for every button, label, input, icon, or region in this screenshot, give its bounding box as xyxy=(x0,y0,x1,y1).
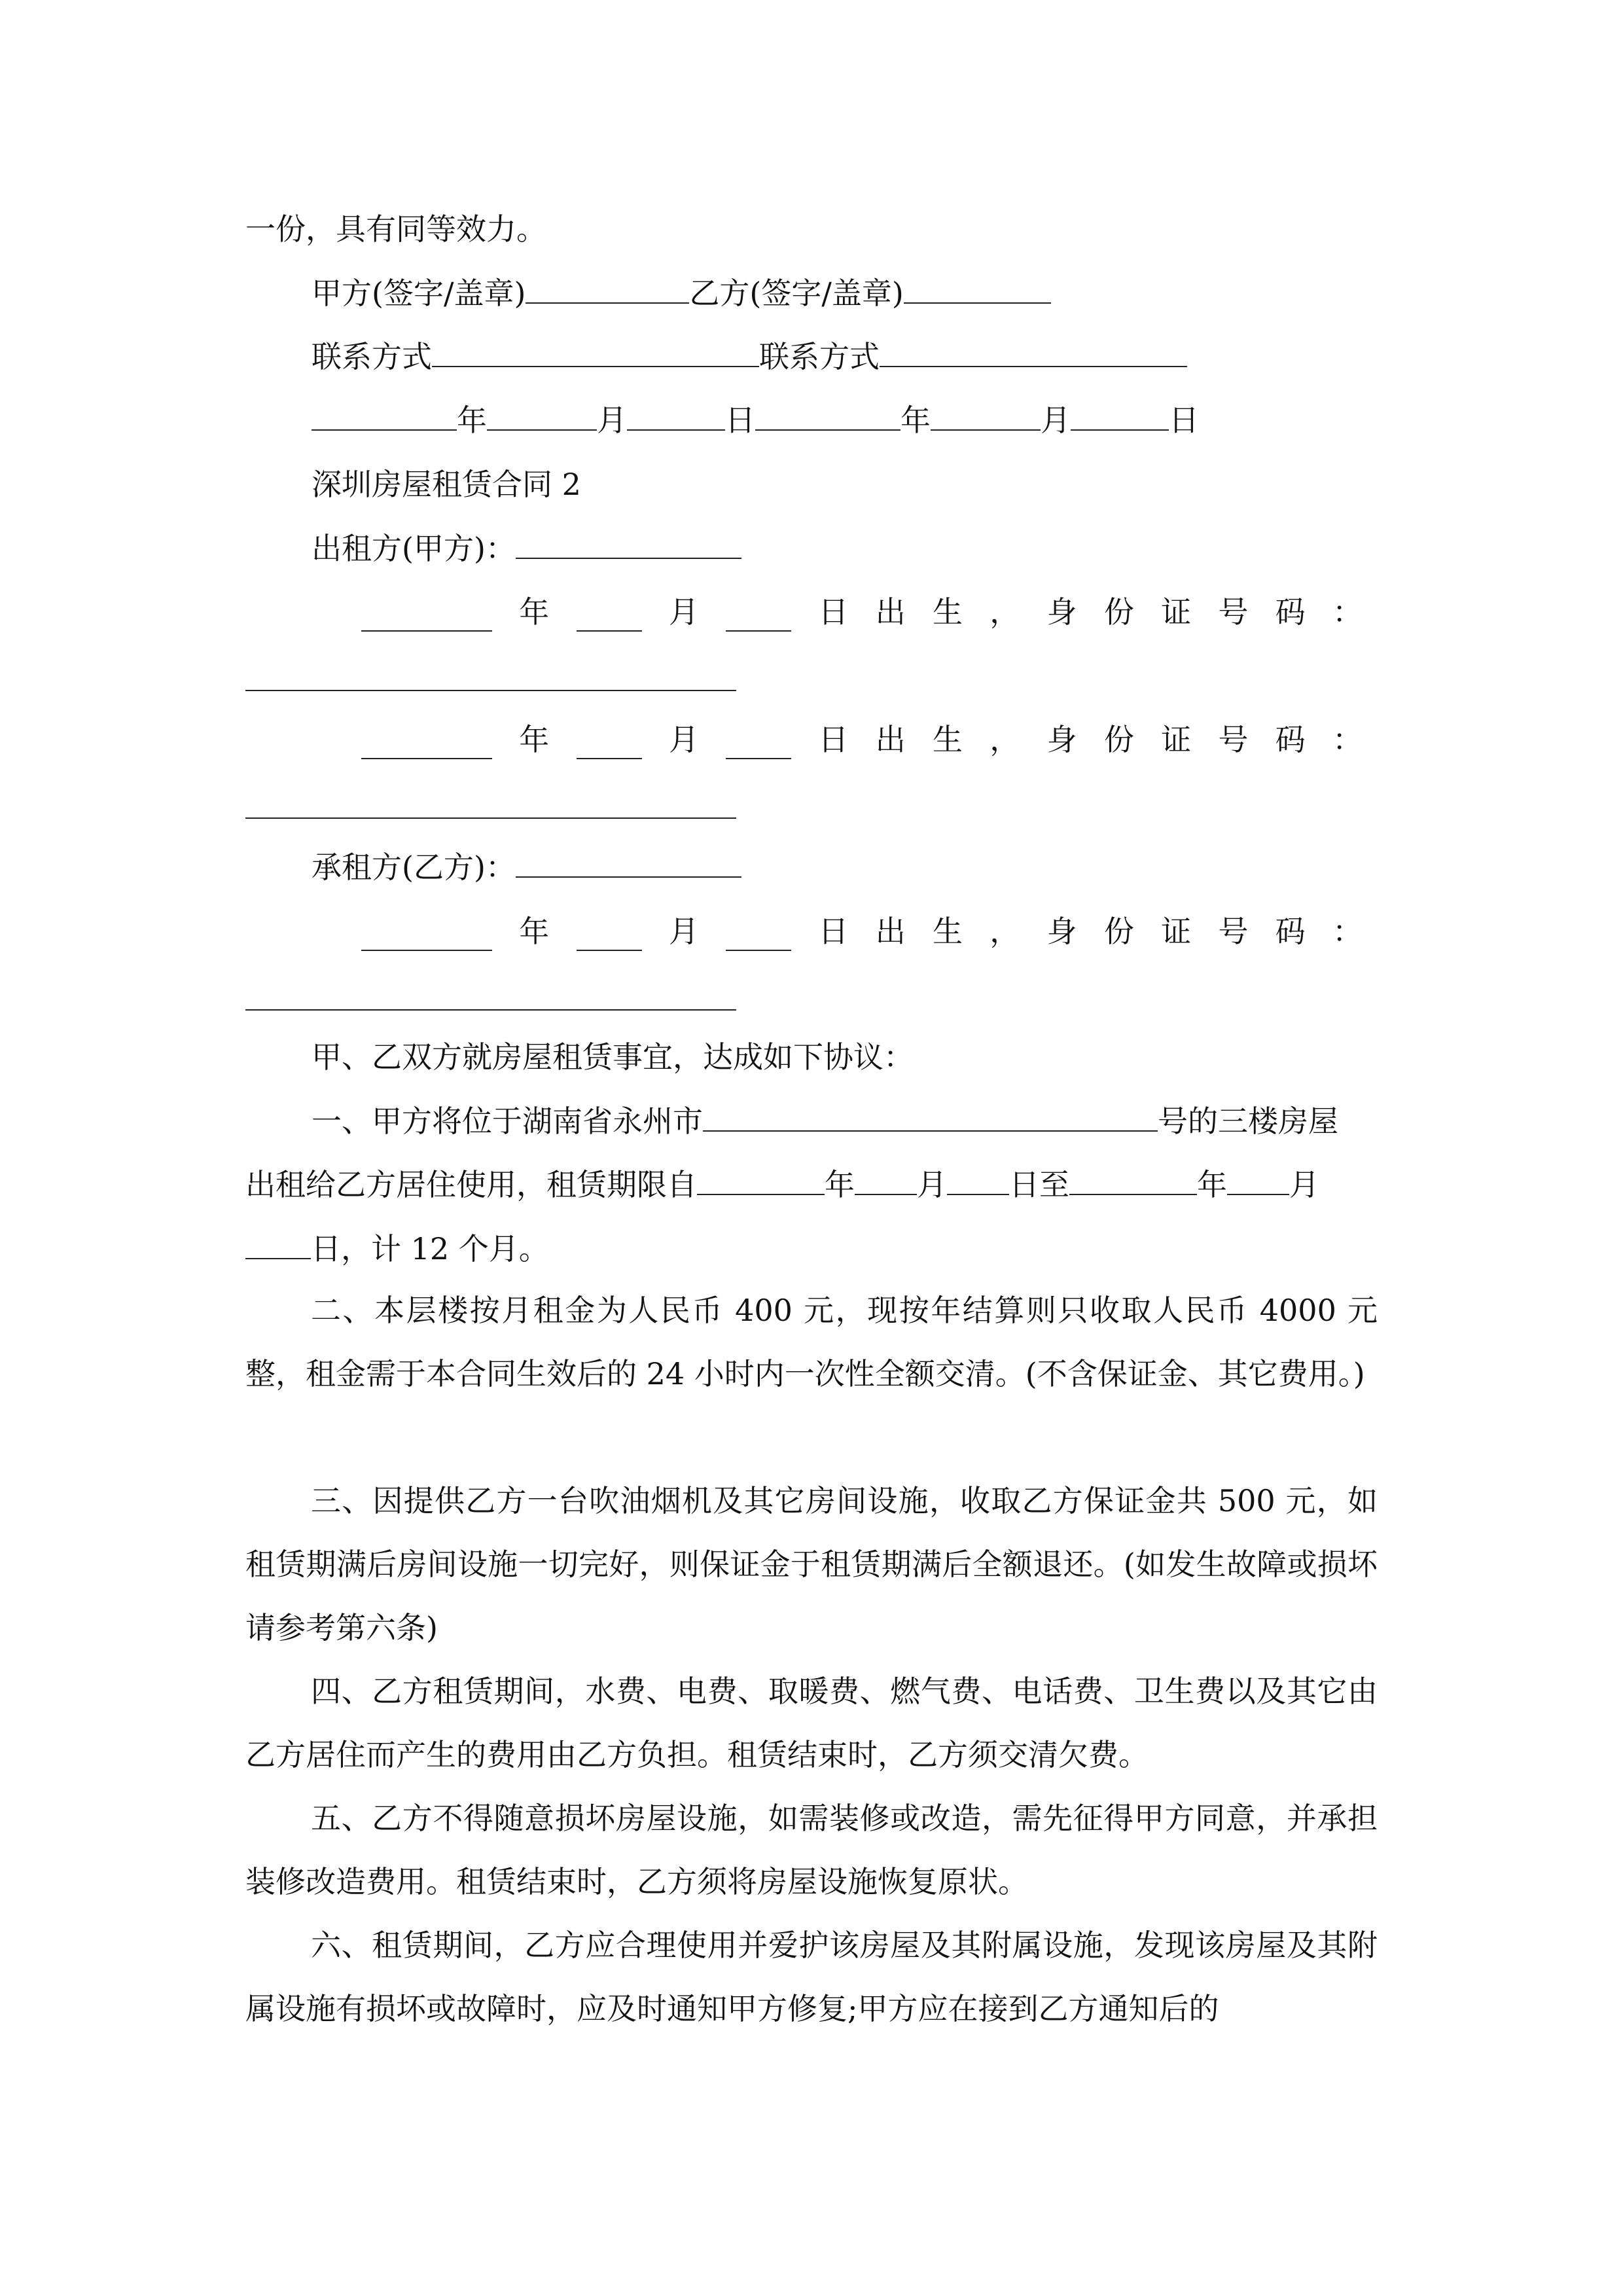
birth-char: 日 xyxy=(818,594,849,630)
birth-year-blank xyxy=(361,729,492,759)
birth-char: 年 xyxy=(519,914,550,949)
birth-char: 身 xyxy=(1046,914,1077,949)
birth-day-blank xyxy=(726,601,791,632)
clause-1-text-d: 日，计 12 个月。 xyxy=(311,1231,549,1266)
birth-char: ， xyxy=(990,914,1020,949)
birth-char: 证 xyxy=(1161,914,1192,949)
birth-char: 日 xyxy=(818,722,849,757)
birth-char: 码 xyxy=(1275,594,1306,630)
clause-1-year-2: 年 xyxy=(1197,1167,1227,1202)
birth-char: 身 xyxy=(1046,722,1077,757)
clause-1-text-b: 号的三楼房屋 xyxy=(1158,1103,1338,1139)
lessee-label: 承租方(乙方)： xyxy=(312,850,516,885)
birth-char: 生 xyxy=(932,722,963,757)
date-b-month-blank xyxy=(931,401,1041,431)
contract-title-2: 深圳房屋租赁合同 2 xyxy=(312,467,581,502)
birth-id-line-3 xyxy=(361,912,1363,951)
birth-id-line-2 xyxy=(361,720,1363,759)
lessee-line xyxy=(312,848,741,887)
birth-char: ： xyxy=(1332,722,1363,757)
clause-1-month-2: 月 xyxy=(1289,1167,1319,1202)
birth-char: 号 xyxy=(1218,594,1249,630)
birth-char: 生 xyxy=(932,594,963,630)
birth-year-blank xyxy=(361,601,492,632)
contact-b-label: 联系方式 xyxy=(759,339,880,374)
party-b-sign-blank xyxy=(904,274,1051,304)
birth-char: 号 xyxy=(1218,914,1249,949)
date-a-day-blank xyxy=(627,401,725,431)
birth-char: 身 xyxy=(1046,594,1077,630)
birth-char: 月 xyxy=(668,722,699,757)
birth-char: 份 xyxy=(1103,914,1134,949)
birth-day-blank xyxy=(726,729,791,759)
birth-day-blank xyxy=(726,921,791,951)
lessor-line xyxy=(312,529,741,568)
clause-4: 四、乙方租赁期间，水费、电费、取暖费、燃气费、电话费、卫生费以及其它由乙方居住而产生的费用由乙方负担。租赁结束时，乙方须交清欠费。 xyxy=(245,1674,1378,1772)
clause-1-line-1 xyxy=(312,1102,1338,1141)
birth-char: 出 xyxy=(875,594,906,630)
contact-a-label: 联系方式 xyxy=(312,339,432,374)
date-line xyxy=(312,401,1199,440)
contact-a-blank xyxy=(432,337,759,367)
clause-5: 五、乙方不得随意损坏房屋设施，如需装修或改造，需先征得甲方同意，并承担装修改造费用。租赁结束时，乙方须将房屋设施恢复原状。 xyxy=(245,1801,1378,1899)
birth-char: 证 xyxy=(1161,722,1192,757)
birth-year-blank xyxy=(361,921,492,951)
birth-char: ， xyxy=(990,594,1020,630)
party-a-sign-blank xyxy=(526,274,689,304)
birth-char: 证 xyxy=(1161,594,1192,630)
start-month-blank xyxy=(855,1165,917,1195)
birth-id-line-1 xyxy=(361,592,1363,632)
clause-6: 六、租赁期间，乙方应合理使用并爱护该房屋及其附属设施，发现该房屋及其附属设施有损坏或故障时，应及时通知甲方修复;甲方应在接到乙方通知后的 xyxy=(245,1928,1378,2026)
clause-1-line-3 xyxy=(245,1229,549,1268)
address-blank xyxy=(703,1102,1158,1132)
date-a-year-blank xyxy=(312,401,457,431)
date-a-year: 年 xyxy=(457,403,487,438)
id-number-blank-2 xyxy=(245,817,736,819)
clause-1-month: 月 xyxy=(917,1167,947,1202)
date-b-year-blank xyxy=(755,401,901,431)
id-number-blank-3 xyxy=(245,1009,736,1011)
date-a-month: 月 xyxy=(597,403,627,438)
clause-2: 二、本层楼按月租金为人民币 400 元，现按年结算则只收取人民币 4000 元整，租金需于本合同生效后的 24 小时内一次性全额交清。(不含保证金、其它费用。) xyxy=(245,1293,1378,1391)
birth-char: 月 xyxy=(668,594,699,630)
date-b-day-blank xyxy=(1071,401,1169,431)
end-year-blank xyxy=(1069,1165,1197,1195)
birth-char: 码 xyxy=(1275,914,1306,949)
contact-b-blank xyxy=(880,337,1187,367)
birth-month-blank xyxy=(577,601,642,632)
birth-char: ： xyxy=(1332,594,1363,630)
clause-1-day-to: 日至 xyxy=(1009,1167,1069,1202)
lessor-blank xyxy=(516,529,741,559)
lessee-blank xyxy=(516,848,741,878)
end-month-blank xyxy=(1227,1165,1289,1195)
birth-char: 出 xyxy=(875,722,906,757)
birth-char: 日 xyxy=(818,914,849,949)
clause-1-year: 年 xyxy=(825,1167,855,1202)
birth-char: 份 xyxy=(1103,594,1134,630)
id-number-blank-1 xyxy=(245,690,736,691)
text-line-1: 一份，具有同等效力。 xyxy=(245,211,546,247)
birth-month-blank xyxy=(577,729,642,759)
birth-char: 出 xyxy=(875,914,906,949)
party-a-sign-label: 甲方(签字/盖章) xyxy=(312,276,526,311)
date-b-month: 月 xyxy=(1041,403,1071,438)
birth-char: ： xyxy=(1332,914,1363,949)
birth-char: ， xyxy=(990,722,1020,757)
start-day-blank xyxy=(947,1165,1009,1195)
date-a-day: 日 xyxy=(725,403,755,438)
date-a-month-blank xyxy=(487,401,597,431)
birth-char: 码 xyxy=(1275,722,1306,757)
lessor-label: 出租方(甲方)： xyxy=(312,531,516,566)
start-year-blank xyxy=(697,1165,825,1195)
birth-char: 份 xyxy=(1103,722,1134,757)
birth-char: 生 xyxy=(932,914,963,949)
signature-line xyxy=(312,274,1051,313)
birth-month-blank xyxy=(577,921,642,951)
party-b-sign-label: 乙方(签字/盖章) xyxy=(689,276,904,311)
date-b-year: 年 xyxy=(901,403,931,438)
clause-1-line-2 xyxy=(245,1165,1319,1204)
agreement-intro: 甲、乙双方就房屋租赁事宜，达成如下协议： xyxy=(312,1039,914,1075)
birth-char: 月 xyxy=(668,914,699,949)
birth-char: 号 xyxy=(1218,722,1249,757)
clause-1-text-a: 一、甲方将位于湖南省永州市 xyxy=(312,1103,703,1139)
date-b-day: 日 xyxy=(1169,403,1199,438)
contact-line xyxy=(312,337,1187,376)
birth-char: 年 xyxy=(519,722,550,757)
clause-1-text-c: 出租给乙方居住使用，租赁期限自 xyxy=(245,1167,697,1202)
birth-char: 年 xyxy=(519,594,550,630)
clause-3: 三、因提供乙方一台吹油烟机及其它房间设施，收取乙方保证金共 500 元，如租赁期满后房间设施一切完好，则保证金于租赁期满后全额退还。(如发生故障或损坏请参考第六条) xyxy=(245,1483,1378,1645)
end-day-blank xyxy=(245,1229,311,1259)
